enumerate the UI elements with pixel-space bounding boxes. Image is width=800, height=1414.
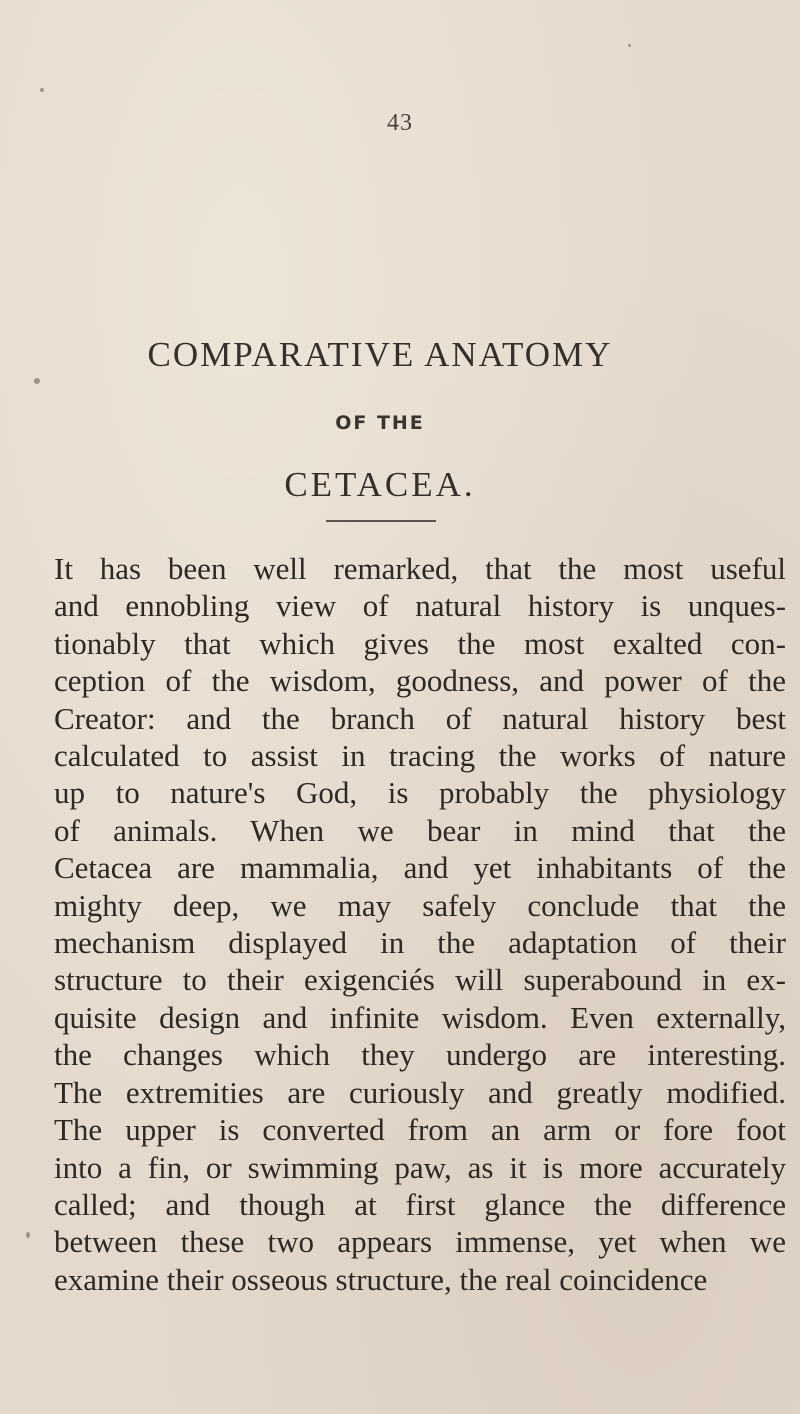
section-title: CETACEA. [284,465,476,504]
paper-speck [34,378,40,384]
text-line: called; and though at first glance the difference [54,1186,786,1222]
text-line: tionably that which gives the most exalted con- [54,625,786,661]
text-line: between these two appears immense, yet when we [54,1224,786,1260]
text-line: up to nature's God, is probably the physiology [54,775,786,811]
text-line: calculated to assist in tracing the works of nature [54,738,786,774]
text-line: and ennobling view of natural history is unques- [54,588,786,624]
paper-speck [628,44,631,47]
page-title: COMPARATIVE ANATOMY [147,335,613,374]
text-line: mechanism displayed in the adaptation of their [54,925,786,961]
body-paragraph [54,550,786,1298]
text-line: ception of the wisdom, goodness, and power of the [54,663,786,699]
text-line: Cetacea are mammalia, and yet inhabitants of the [54,850,786,886]
text-line: structure to their exigenciés will superabound in ex- [54,962,786,998]
text-line: The extremities are curiously and greatly modified. [54,1074,786,1110]
page-subtitle: OF THE [335,412,425,434]
paper-speck [40,88,44,92]
text-line: examine their osseous structure, the real coincidence [54,1261,708,1297]
text-line: the changes which they undergo are interesting. [54,1037,786,1073]
text-line: into a fin, or swimming paw, as it is more accurately [54,1149,786,1185]
title-divider [326,520,436,522]
text-line: mighty deep, we may safely conclude that the [54,887,786,923]
text-line: It has been well remarked, that the most useful [54,551,786,586]
text-line: of animals. When we bear in mind that the [54,812,786,848]
text-line: The upper is converted from an arm or fore foot [54,1112,786,1148]
text-line: quisite design and infinite wisdom. Even externally, [54,999,786,1035]
text-line: Creator: and the branch of natural history best [54,700,786,736]
page-number: 43 [387,110,413,136]
paper-speck [26,1232,30,1238]
